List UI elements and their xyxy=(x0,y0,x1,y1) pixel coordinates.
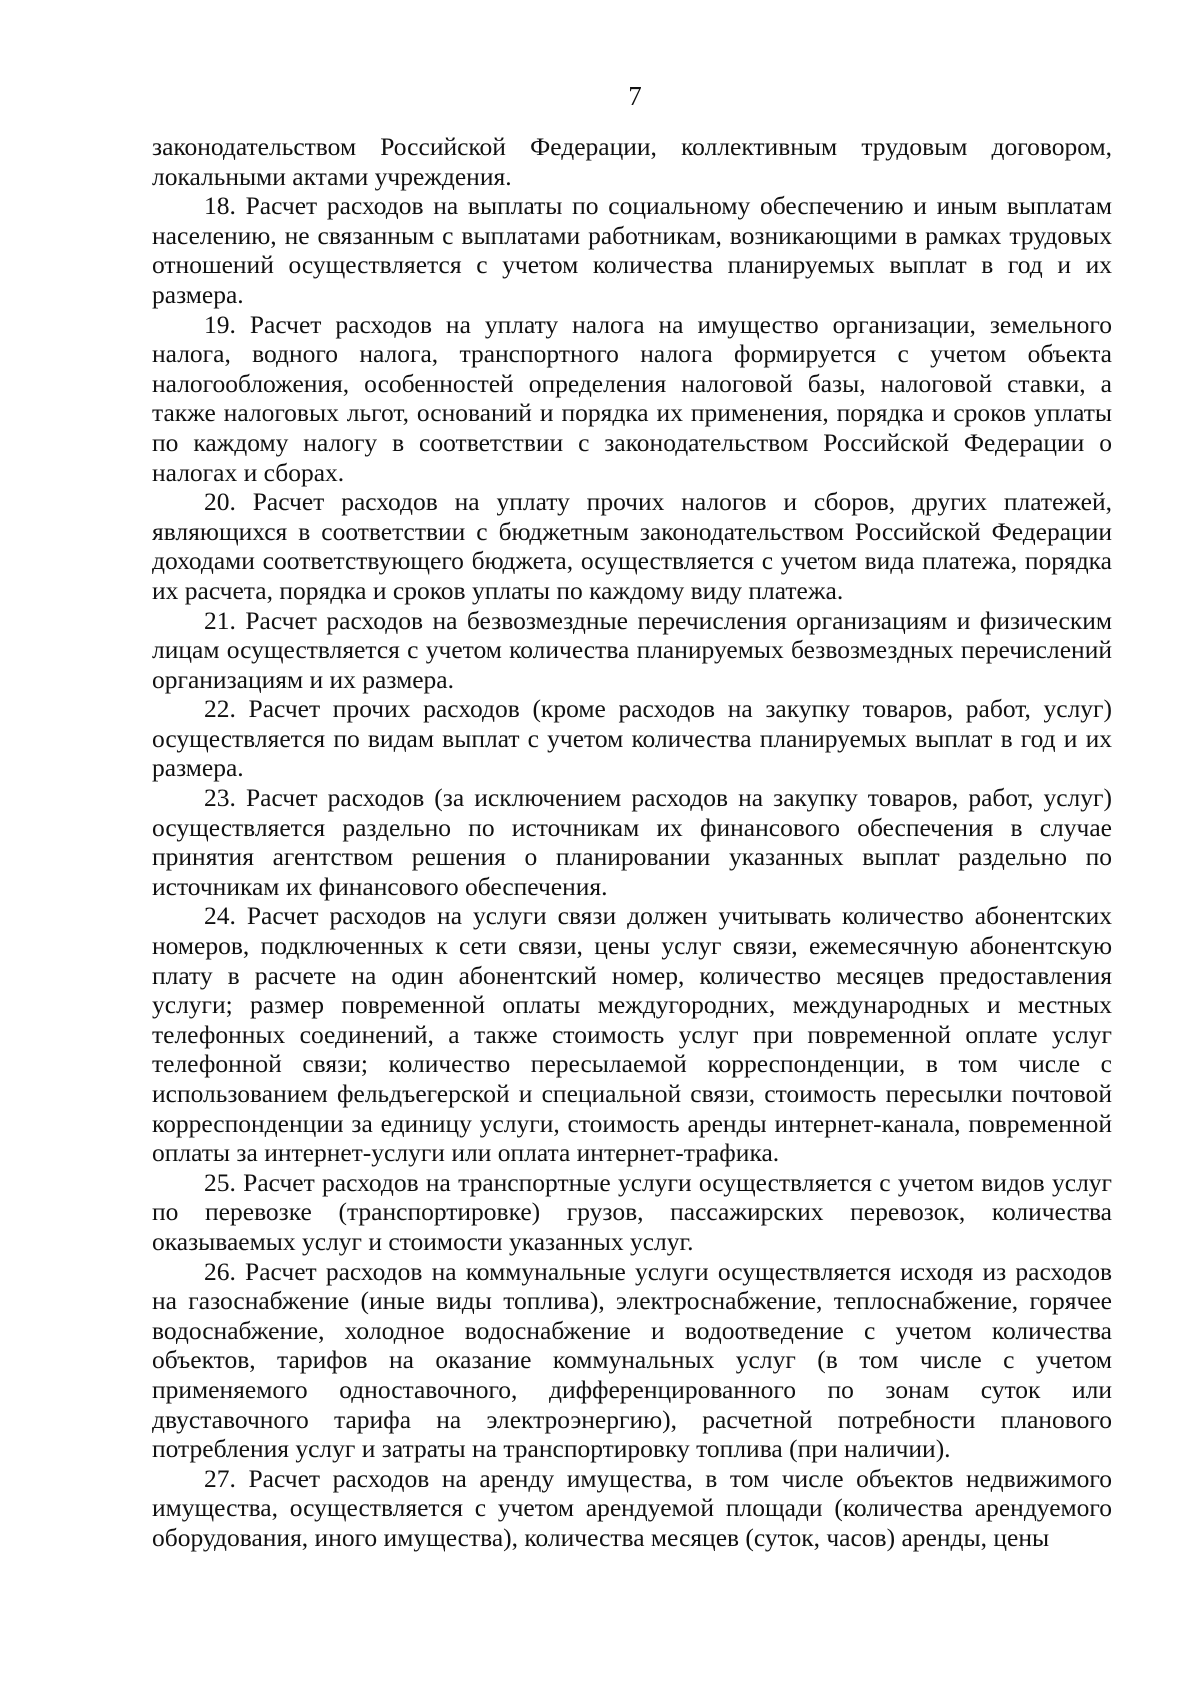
paragraph-23: 23. Расчет расходов (за исключением расходов на закупку товаров, работ, услуг) осуществляется раздельно по источникам их финансового обеспечения в случае принятия агентством решения о планировании указанных выплат раздельно по источникам их финансового обеспечения. xyxy=(152,783,1112,901)
paragraph-27: 27. Расчет расходов на аренду имущества, в том числе объектов недвижимого имущества, осуществляется с учетом арендуемой площади (количества арендуемого оборудования, иного имущества), количества месяцев (суток, часов) аренды, цены xyxy=(152,1463,1112,1552)
paragraph-continued: законодательством Российской Федерации, коллективным трудовым договором, локальными актами учреждения. xyxy=(152,132,1112,191)
paragraph-19: 19. Расчет расходов на уплату налога на имущество организации, земельного налога, водного налога, транспортного налога формируется с учетом объекта налогообложения, особенностей определения налоговой базы, налоговой ставки, а также налоговых льгот, оснований и порядка их применения, порядка и сроков уплаты по каждому налогу в соответствии с законодательством Российской Федерации о налогах и сборах. xyxy=(152,309,1112,487)
paragraph-26: 26. Расчет расходов на коммунальные услуги осуществляется исходя из расходов на газоснабжение (иные виды топлива), электроснабжение, теплоснабжение, горячее водоснабжение, холодное водоснабжение и водоотведение с учетом количества объектов, тарифов на оказание коммунальных услуг (в том числе с учетом применяемого одноставочного, дифференцированного по зонам суток или двуставочного тарифа на электроэнергию), расчетной потребности планового потребления услуг и затраты на транспортировку топлива (при наличии). xyxy=(152,1256,1112,1464)
paragraph-25: 25. Расчет расходов на транспортные услуги осуществляется с учетом видов услуг по перевозке (транспортировке) грузов, пассажирских перевозок, количества оказываемых услуг и стоимости указанных услуг. xyxy=(152,1167,1112,1256)
paragraph-21: 21. Расчет расходов на безвозмездные перечисления организациям и физическим лицам осуществляется с учетом количества планируемых безвозмездных перечислений организациям и их размера. xyxy=(152,605,1112,694)
paragraph-18: 18. Расчет расходов на выплаты по социальному обеспечению и иным выплатам населению, не связанным с выплатами работникам, возникающими в рамках трудовых отношений осуществляется с учетом количества планируемых выплат в год и их размера. xyxy=(152,191,1112,309)
page-number: 7 xyxy=(628,81,642,111)
paragraph-24: 24. Расчет расходов на услуги связи должен учитывать количество абонентских номеров, подключенных к сети связи, цены услуг связи, ежемесячную абонентскую плату в расчете на один абонентский номер, количество месяцев предоставления услуги; размер повременной оплаты междугородних, международных и местных телефонных соединений, а также стоимость услуг при повременной оплате услуг телефонной связи; количество пересылаемой корреспонденции, в том числе с использованием фельдъегерской и специальной связи, стоимость пересылки почтовой корреспонденции за единицу услуги, стоимость аренды интернет-канала, повременной оплаты за интернет-услуги или оплата интернет-трафика. xyxy=(152,901,1112,1168)
paragraph-22: 22. Расчет прочих расходов (кроме расходов на закупку товаров, работ, услуг) осуществляется по видам выплат с учетом количества планируемых выплат в год и их размера. xyxy=(152,694,1112,783)
document-body xyxy=(152,132,1112,1553)
paragraph-20: 20. Расчет расходов на уплату прочих налогов и сборов, других платежей, являющихся в соответствии с бюджетным законодательством Российской Федерации доходами соответствующего бюджета, осуществляется с учетом вида платежа, порядка их расчета, порядка и сроков уплаты по каждому виду платежа. xyxy=(152,487,1112,605)
